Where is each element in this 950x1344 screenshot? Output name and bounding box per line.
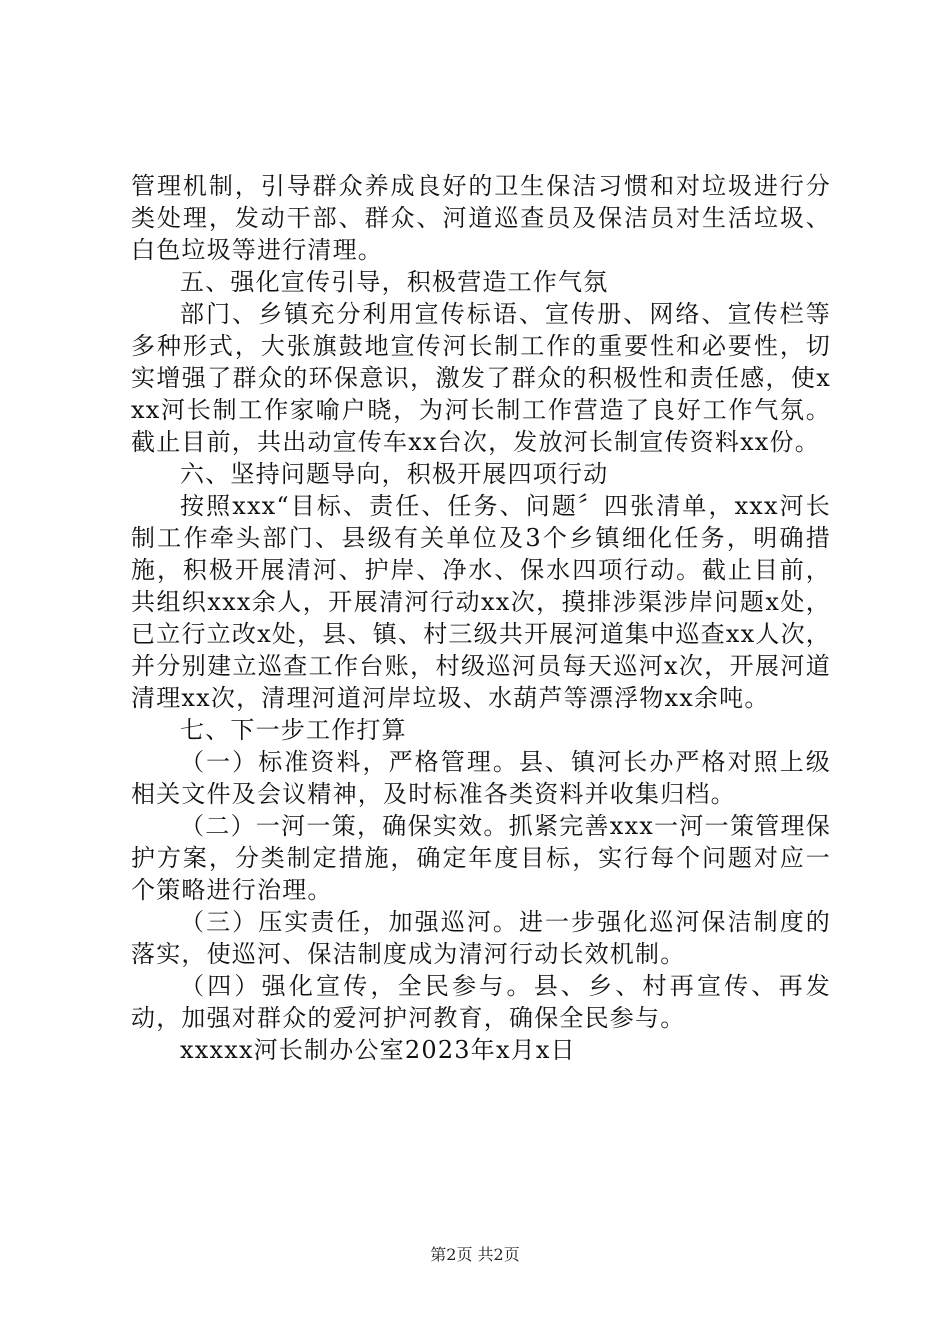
body-paragraph: （三）压实责任，加强巡河。进一步强化巡河保洁制度的落实，使巡河、保洁制度成为清河行动长效机制。	[131, 908, 831, 968]
page-footer: 第2页 共2页	[430, 1245, 520, 1264]
section-heading-5: 五、强化宣传引导，积极营造工作气氛	[180, 268, 609, 296]
body-paragraph: （一）标准资料，严格管理。县、镇河长办严格对照上级相关文件及会议精神，及时标准各类资料并收集归档。	[131, 748, 831, 808]
section-heading-7: 七、下一步工作打算	[180, 716, 407, 744]
body-paragraph: 部门、乡镇充分利用宣传标语、宣传册、网络、宣传栏等多种形式，大张旗鼓地宣传河长制工作的重要性和必要性，切实增强了群众的环保意识，激发了群众的积极性和责任感，使xxx河长制工作家喻户晓，为河长制工作营造了良好工作气氛。截止目前，共出动宣传车xx台次，发放河长制宣传资料xx份。	[131, 300, 831, 456]
body-paragraph: 管理机制，引导群众养成良好的卫生保洁习惯和对垃圾进行分类处理，发动干部、群众、河道巡查员及保洁员对生活垃圾、白色垃圾等进行清理。	[131, 172, 831, 264]
body-paragraph: （二）一河一策，确保实效。抓紧完善xxx一河一策管理保护方案，分类制定措施，确定年度目标，实行每个问题对应一个策略进行治理。	[131, 812, 831, 904]
body-paragraph: （四）强化宣传，全民参与。县、乡、村再宣传、再发动，加强对群众的爱河护河教育，确保全民参与。	[131, 972, 831, 1032]
document-body	[131, 170, 831, 1066]
body-paragraph: 按照xxx“目标、责任、任务、问题〞四张清单，xxx河长制工作牵头部门、县级有关单位及3个乡镇细化任务，明确措施，积极开展清河、护岸、净水、保水四项行动。截止目前，共组织xxx余人，开展清河行动xx次，摸排涉渠涉岸问题x处，已立行立改x处，县、镇、村三级共开展河道集中巡查xx人次，并分别建立巡查工作台账，村级巡河员每天巡河x次，开展河道清理xx次，清理河道河岸垃圾、水葫芦等漂浮物xx余吨。	[131, 492, 831, 712]
section-heading-6: 六、坚持问题导向，积极开展四项行动	[180, 460, 609, 488]
signature-line: xxxxx河长制办公室2023年x月x日	[180, 1036, 576, 1064]
